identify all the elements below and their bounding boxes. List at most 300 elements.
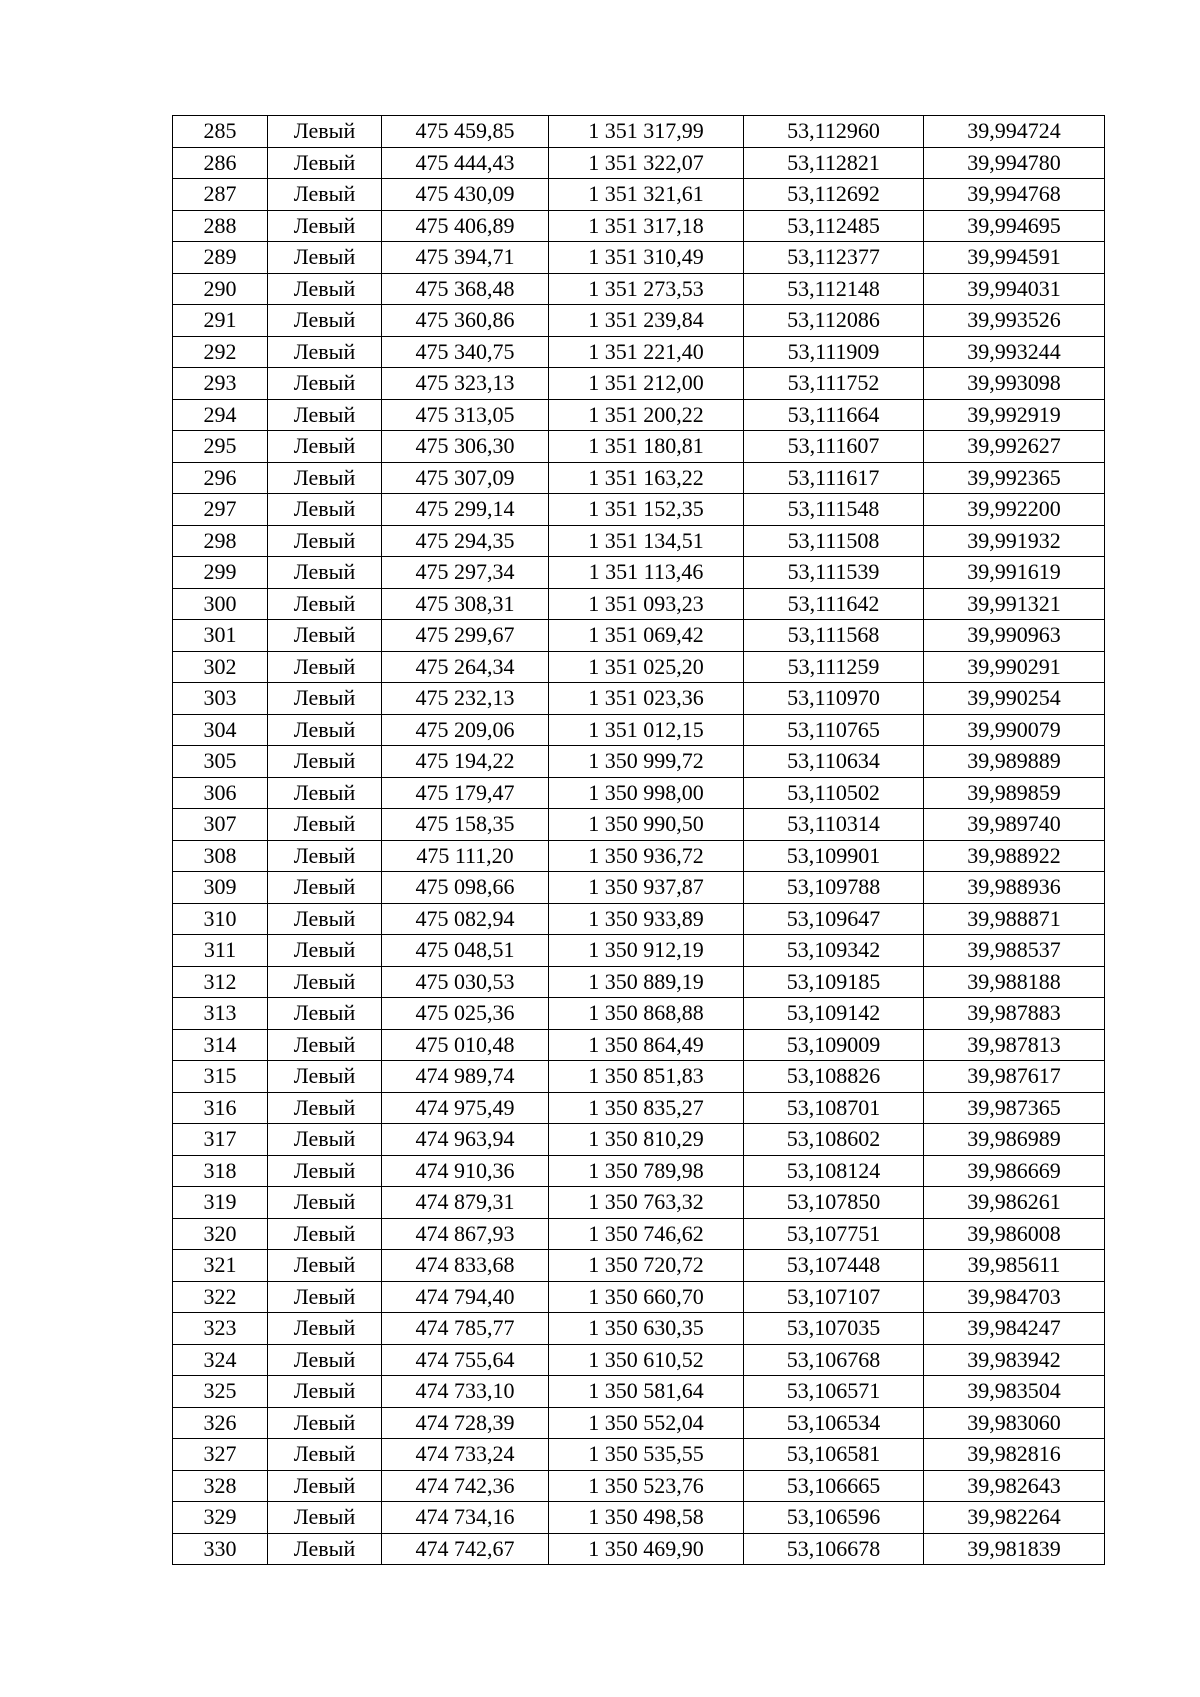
coord-x-cell: 474 833,68 [382,1250,549,1282]
coord-x-cell: 475 194,22 [382,746,549,778]
side-cell: Левый [268,494,382,526]
side-cell: Левый [268,651,382,683]
table-row [173,1250,1105,1282]
longitude-cell: 39,990291 [924,651,1105,683]
table-row [173,746,1105,778]
point-number-cell: 314 [173,1029,268,1061]
coord-x-cell: 474 734,16 [382,1502,549,1534]
side-cell: Левый [268,1407,382,1439]
latitude-cell: 53,111752 [744,368,924,400]
point-number-cell: 312 [173,966,268,998]
point-number-cell: 329 [173,1502,268,1534]
side-cell: Левый [268,998,382,1030]
table-row [173,273,1105,305]
latitude-cell: 53,109342 [744,935,924,967]
coord-y-cell: 1 350 998,00 [549,777,744,809]
coord-y-cell: 1 350 630,35 [549,1313,744,1345]
coord-x-cell: 474 785,77 [382,1313,549,1345]
point-number-cell: 324 [173,1344,268,1376]
latitude-cell: 53,107850 [744,1187,924,1219]
table-row [173,903,1105,935]
side-cell: Левый [268,1187,382,1219]
latitude-cell: 53,111909 [744,336,924,368]
point-number-cell: 295 [173,431,268,463]
coord-y-cell: 1 350 990,50 [549,809,744,841]
latitude-cell: 53,109647 [744,903,924,935]
point-number-cell: 304 [173,714,268,746]
side-cell: Левый [268,557,382,589]
point-number-cell: 288 [173,210,268,242]
point-number-cell: 294 [173,399,268,431]
side-cell: Левый [268,746,382,778]
longitude-cell: 39,982816 [924,1439,1105,1471]
point-number-cell: 307 [173,809,268,841]
table-row [173,1029,1105,1061]
side-cell: Левый [268,1061,382,1093]
coord-x-cell: 475 209,06 [382,714,549,746]
coord-y-cell: 1 350 610,52 [549,1344,744,1376]
coord-y-cell: 1 350 912,19 [549,935,744,967]
side-cell: Левый [268,1376,382,1408]
table-row [173,966,1105,998]
point-number-cell: 308 [173,840,268,872]
longitude-cell: 39,988537 [924,935,1105,967]
coord-y-cell: 1 351 113,46 [549,557,744,589]
coord-x-cell: 475 299,14 [382,494,549,526]
coord-x-cell: 475 459,85 [382,116,549,148]
latitude-cell: 53,112485 [744,210,924,242]
longitude-cell: 39,994724 [924,116,1105,148]
point-number-cell: 311 [173,935,268,967]
coord-x-cell: 475 098,66 [382,872,549,904]
latitude-cell: 53,107107 [744,1281,924,1313]
latitude-cell: 53,106596 [744,1502,924,1534]
point-number-cell: 289 [173,242,268,274]
coord-y-cell: 1 351 200,22 [549,399,744,431]
coord-y-cell: 1 350 810,29 [549,1124,744,1156]
side-cell: Левый [268,1344,382,1376]
coord-x-cell: 474 742,36 [382,1470,549,1502]
side-cell: Левый [268,840,382,872]
point-number-cell: 323 [173,1313,268,1345]
longitude-cell: 39,987365 [924,1092,1105,1124]
side-cell: Левый [268,903,382,935]
coord-x-cell: 475 264,34 [382,651,549,683]
coord-x-cell: 475 158,35 [382,809,549,841]
side-cell: Левый [268,1218,382,1250]
longitude-cell: 39,993244 [924,336,1105,368]
coordinates-table [172,115,1105,1565]
latitude-cell: 53,110634 [744,746,924,778]
table-row [173,1376,1105,1408]
latitude-cell: 53,107448 [744,1250,924,1282]
longitude-cell: 39,988922 [924,840,1105,872]
coord-x-cell: 475 444,43 [382,147,549,179]
coord-x-cell: 474 733,10 [382,1376,549,1408]
coord-y-cell: 1 350 835,27 [549,1092,744,1124]
longitude-cell: 39,986989 [924,1124,1105,1156]
coord-x-cell: 474 742,67 [382,1533,549,1565]
latitude-cell: 53,112821 [744,147,924,179]
coord-x-cell: 474 867,93 [382,1218,549,1250]
coord-y-cell: 1 351 321,61 [549,179,744,211]
coord-y-cell: 1 350 552,04 [549,1407,744,1439]
table-row [173,683,1105,715]
coord-y-cell: 1 351 025,20 [549,651,744,683]
coord-y-cell: 1 350 936,72 [549,840,744,872]
latitude-cell: 53,111617 [744,462,924,494]
coord-y-cell: 1 350 864,49 [549,1029,744,1061]
longitude-cell: 39,983942 [924,1344,1105,1376]
latitude-cell: 53,106768 [744,1344,924,1376]
side-cell: Левый [268,1313,382,1345]
side-cell: Левый [268,1439,382,1471]
coord-y-cell: 1 351 221,40 [549,336,744,368]
table-row [173,1407,1105,1439]
longitude-cell: 39,992919 [924,399,1105,431]
latitude-cell: 53,106678 [744,1533,924,1565]
coord-y-cell: 1 350 581,64 [549,1376,744,1408]
coord-x-cell: 475 232,13 [382,683,549,715]
table-row [173,305,1105,337]
coord-y-cell: 1 350 889,19 [549,966,744,998]
side-cell: Левый [268,935,382,967]
table-row [173,588,1105,620]
table-row [173,242,1105,274]
coord-y-cell: 1 351 134,51 [549,525,744,557]
point-number-cell: 326 [173,1407,268,1439]
coord-x-cell: 475 406,89 [382,210,549,242]
coord-y-cell: 1 350 789,98 [549,1155,744,1187]
latitude-cell: 53,108124 [744,1155,924,1187]
coord-y-cell: 1 351 093,23 [549,588,744,620]
coord-y-cell: 1 350 535,55 [549,1439,744,1471]
point-number-cell: 303 [173,683,268,715]
longitude-cell: 39,990079 [924,714,1105,746]
point-number-cell: 285 [173,116,268,148]
point-number-cell: 320 [173,1218,268,1250]
coord-x-cell: 475 360,86 [382,305,549,337]
longitude-cell: 39,992627 [924,431,1105,463]
point-number-cell: 302 [173,651,268,683]
longitude-cell: 39,988871 [924,903,1105,935]
table-row [173,1439,1105,1471]
longitude-cell: 39,994768 [924,179,1105,211]
coord-x-cell: 475 308,31 [382,588,549,620]
point-number-cell: 322 [173,1281,268,1313]
coord-y-cell: 1 351 239,84 [549,305,744,337]
side-cell: Левый [268,1533,382,1565]
coord-y-cell: 1 350 660,70 [549,1281,744,1313]
latitude-cell: 53,109788 [744,872,924,904]
coord-y-cell: 1 350 999,72 [549,746,744,778]
latitude-cell: 53,107751 [744,1218,924,1250]
table-row [173,336,1105,368]
point-number-cell: 298 [173,525,268,557]
longitude-cell: 39,988936 [924,872,1105,904]
coord-x-cell: 475 297,34 [382,557,549,589]
coord-y-cell: 1 351 023,36 [549,683,744,715]
point-number-cell: 291 [173,305,268,337]
side-cell: Левый [268,872,382,904]
longitude-cell: 39,990254 [924,683,1105,715]
table-row [173,809,1105,841]
coord-y-cell: 1 350 523,76 [549,1470,744,1502]
coord-y-cell: 1 350 851,83 [549,1061,744,1093]
longitude-cell: 39,989859 [924,777,1105,809]
table-row [173,1061,1105,1093]
table-row [173,1502,1105,1534]
table-row [173,872,1105,904]
latitude-cell: 53,112086 [744,305,924,337]
latitude-cell: 53,111568 [744,620,924,652]
side-cell: Левый [268,462,382,494]
point-number-cell: 328 [173,1470,268,1502]
coord-x-cell: 475 306,30 [382,431,549,463]
table-row [173,1155,1105,1187]
longitude-cell: 39,985611 [924,1250,1105,1282]
longitude-cell: 39,993526 [924,305,1105,337]
side-cell: Левый [268,336,382,368]
side-cell: Левый [268,399,382,431]
side-cell: Левый [268,1502,382,1534]
side-cell: Левый [268,431,382,463]
longitude-cell: 39,983504 [924,1376,1105,1408]
coord-x-cell: 475 368,48 [382,273,549,305]
coord-x-cell: 475 323,13 [382,368,549,400]
latitude-cell: 53,106571 [744,1376,924,1408]
coord-x-cell: 475 299,67 [382,620,549,652]
latitude-cell: 53,112377 [744,242,924,274]
longitude-cell: 39,987813 [924,1029,1105,1061]
coord-y-cell: 1 351 163,22 [549,462,744,494]
point-number-cell: 297 [173,494,268,526]
coord-y-cell: 1 351 069,42 [549,620,744,652]
latitude-cell: 53,111642 [744,588,924,620]
side-cell: Левый [268,714,382,746]
coord-y-cell: 1 351 152,35 [549,494,744,526]
point-number-cell: 293 [173,368,268,400]
table-row [173,777,1105,809]
side-cell: Левый [268,1281,382,1313]
table-row [173,1218,1105,1250]
coord-y-cell: 1 350 868,88 [549,998,744,1030]
table-row [173,525,1105,557]
side-cell: Левый [268,116,382,148]
table-row [173,1281,1105,1313]
table-row [173,462,1105,494]
coord-x-cell: 474 728,39 [382,1407,549,1439]
coord-y-cell: 1 350 469,90 [549,1533,744,1565]
latitude-cell: 53,109009 [744,1029,924,1061]
longitude-cell: 39,989889 [924,746,1105,778]
longitude-cell: 39,993098 [924,368,1105,400]
coord-y-cell: 1 351 180,81 [549,431,744,463]
coord-x-cell: 475 082,94 [382,903,549,935]
coord-x-cell: 475 430,09 [382,179,549,211]
longitude-cell: 39,991619 [924,557,1105,589]
longitude-cell: 39,982643 [924,1470,1105,1502]
table-row [173,1344,1105,1376]
table-row [173,557,1105,589]
side-cell: Левый [268,1092,382,1124]
latitude-cell: 53,107035 [744,1313,924,1345]
longitude-cell: 39,984703 [924,1281,1105,1313]
table-row [173,494,1105,526]
side-cell: Левый [268,368,382,400]
table-row [173,1533,1105,1565]
point-number-cell: 313 [173,998,268,1030]
coord-x-cell: 474 733,24 [382,1439,549,1471]
latitude-cell: 53,111664 [744,399,924,431]
coord-x-cell: 474 975,49 [382,1092,549,1124]
table-row [173,399,1105,431]
latitude-cell: 53,111548 [744,494,924,526]
coord-y-cell: 1 351 317,18 [549,210,744,242]
side-cell: Левый [268,588,382,620]
coord-x-cell: 475 313,05 [382,399,549,431]
longitude-cell: 39,991932 [924,525,1105,557]
coord-x-cell: 475 394,71 [382,242,549,274]
longitude-cell: 39,987617 [924,1061,1105,1093]
longitude-cell: 39,994591 [924,242,1105,274]
longitude-cell: 39,989740 [924,809,1105,841]
latitude-cell: 53,111607 [744,431,924,463]
table-row [173,1470,1105,1502]
coord-y-cell: 1 350 763,32 [549,1187,744,1219]
coord-x-cell: 474 879,31 [382,1187,549,1219]
coord-y-cell: 1 350 720,72 [549,1250,744,1282]
latitude-cell: 53,110314 [744,809,924,841]
coord-x-cell: 474 963,94 [382,1124,549,1156]
table-row [173,147,1105,179]
point-number-cell: 286 [173,147,268,179]
coord-x-cell: 475 030,53 [382,966,549,998]
point-number-cell: 305 [173,746,268,778]
coord-y-cell: 1 351 212,00 [549,368,744,400]
point-number-cell: 290 [173,273,268,305]
side-cell: Левый [268,210,382,242]
coordinates-table-body [173,116,1105,1565]
side-cell: Левый [268,620,382,652]
side-cell: Левый [268,966,382,998]
table-row [173,368,1105,400]
longitude-cell: 39,982264 [924,1502,1105,1534]
longitude-cell: 39,994031 [924,273,1105,305]
coord-y-cell: 1 351 310,49 [549,242,744,274]
table-row [173,714,1105,746]
point-number-cell: 301 [173,620,268,652]
side-cell: Левый [268,1155,382,1187]
table-row [173,1313,1105,1345]
table-row [173,1187,1105,1219]
table-row [173,116,1105,148]
point-number-cell: 310 [173,903,268,935]
table-row [173,1124,1105,1156]
point-number-cell: 315 [173,1061,268,1093]
longitude-cell: 39,988188 [924,966,1105,998]
latitude-cell: 53,111259 [744,651,924,683]
latitude-cell: 53,112960 [744,116,924,148]
longitude-cell: 39,983060 [924,1407,1105,1439]
point-number-cell: 299 [173,557,268,589]
latitude-cell: 53,111508 [744,525,924,557]
longitude-cell: 39,992365 [924,462,1105,494]
coord-x-cell: 475 111,20 [382,840,549,872]
point-number-cell: 300 [173,588,268,620]
longitude-cell: 39,981839 [924,1533,1105,1565]
point-number-cell: 319 [173,1187,268,1219]
latitude-cell: 53,108701 [744,1092,924,1124]
coord-x-cell: 475 025,36 [382,998,549,1030]
coord-y-cell: 1 350 498,58 [549,1502,744,1534]
coord-x-cell: 475 340,75 [382,336,549,368]
longitude-cell: 39,987883 [924,998,1105,1030]
coord-x-cell: 475 294,35 [382,525,549,557]
side-cell: Левый [268,1029,382,1061]
point-number-cell: 321 [173,1250,268,1282]
point-number-cell: 317 [173,1124,268,1156]
latitude-cell: 53,106665 [744,1470,924,1502]
longitude-cell: 39,992200 [924,494,1105,526]
side-cell: Левый [268,242,382,274]
coord-x-cell: 474 910,36 [382,1155,549,1187]
coord-y-cell: 1 350 933,89 [549,903,744,935]
longitude-cell: 39,986008 [924,1218,1105,1250]
point-number-cell: 296 [173,462,268,494]
longitude-cell: 39,984247 [924,1313,1105,1345]
side-cell: Левый [268,525,382,557]
point-number-cell: 327 [173,1439,268,1471]
coord-x-cell: 475 010,48 [382,1029,549,1061]
latitude-cell: 53,108826 [744,1061,924,1093]
point-number-cell: 325 [173,1376,268,1408]
latitude-cell: 53,111539 [744,557,924,589]
latitude-cell: 53,110765 [744,714,924,746]
table-row [173,210,1105,242]
coord-x-cell: 475 048,51 [382,935,549,967]
point-number-cell: 292 [173,336,268,368]
coord-y-cell: 1 351 322,07 [549,147,744,179]
side-cell: Левый [268,683,382,715]
latitude-cell: 53,110970 [744,683,924,715]
table-row [173,651,1105,683]
side-cell: Левый [268,305,382,337]
table-row [173,1092,1105,1124]
side-cell: Левый [268,1124,382,1156]
side-cell: Левый [268,1250,382,1282]
point-number-cell: 306 [173,777,268,809]
table-row [173,998,1105,1030]
longitude-cell: 39,994780 [924,147,1105,179]
latitude-cell: 53,106534 [744,1407,924,1439]
longitude-cell: 39,991321 [924,588,1105,620]
latitude-cell: 53,112148 [744,273,924,305]
latitude-cell: 53,108602 [744,1124,924,1156]
coord-y-cell: 1 351 317,99 [549,116,744,148]
side-cell: Левый [268,1470,382,1502]
point-number-cell: 318 [173,1155,268,1187]
latitude-cell: 53,110502 [744,777,924,809]
point-number-cell: 316 [173,1092,268,1124]
coord-y-cell: 1 351 012,15 [549,714,744,746]
side-cell: Левый [268,809,382,841]
point-number-cell: 309 [173,872,268,904]
table-row [173,840,1105,872]
longitude-cell: 39,990963 [924,620,1105,652]
longitude-cell: 39,986261 [924,1187,1105,1219]
longitude-cell: 39,986669 [924,1155,1105,1187]
